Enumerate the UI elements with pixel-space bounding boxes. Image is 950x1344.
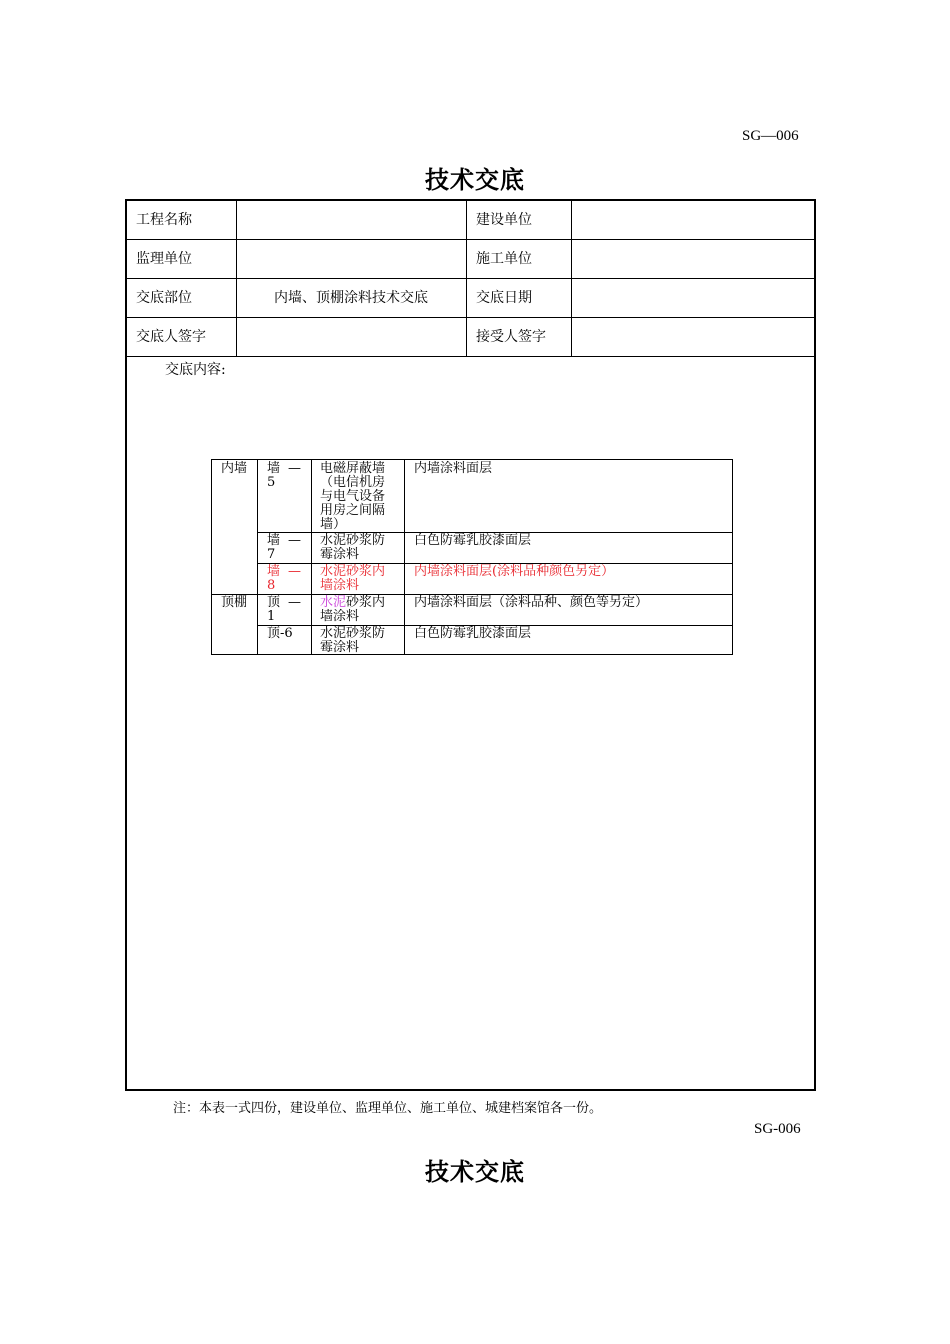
form-code-bottom: SG-006 bbox=[754, 1121, 801, 1137]
category-interior-wall: 内墙 bbox=[221, 461, 248, 476]
construction-unit-field[interactable] bbox=[577, 212, 807, 232]
page-title-bottom: 技术交底 bbox=[425, 1158, 525, 1186]
date-label: 交底日期 bbox=[476, 290, 532, 306]
row-divider bbox=[127, 317, 814, 318]
row-code-dash: — bbox=[288, 461, 301, 476]
row-finish: 内墙涂料面层（涂料品种、颜色等另定） bbox=[414, 595, 649, 610]
contractor-field[interactable] bbox=[577, 251, 807, 271]
project-name-label: 工程名称 bbox=[136, 212, 192, 228]
form-code: SG—006 bbox=[742, 128, 799, 144]
row-code-dash: — bbox=[288, 533, 301, 548]
row-finish: 白色防霉乳胶漆面层 bbox=[414, 626, 532, 641]
row-code-number: 8 bbox=[267, 578, 276, 593]
row-divider bbox=[127, 239, 814, 240]
row-material: 电磁屏蔽墙 （电信机房 与电气设备 用房之间隔 墙） bbox=[320, 461, 386, 532]
row-code: 顶-6 bbox=[267, 626, 293, 641]
discloser-sign-label: 交底人签字 bbox=[136, 329, 206, 345]
highlighted-text: 水泥 bbox=[320, 595, 347, 610]
row-material: 水泥砂浆防 霉涂料 bbox=[320, 626, 386, 655]
col-divider bbox=[466, 201, 467, 356]
location-field[interactable]: 内墙、顶棚涂料技术交底 bbox=[274, 290, 428, 306]
row-material: 水泥砂浆防 霉涂料 bbox=[320, 533, 386, 562]
row-finish: 内墙涂料面层(涂料品种颜色另定） bbox=[414, 564, 615, 579]
row-code-dash: — bbox=[288, 564, 301, 579]
row-finish: 白色防霉乳胶漆面层 bbox=[414, 533, 532, 548]
row-finish: 内墙涂料面层 bbox=[414, 461, 493, 476]
row-divider bbox=[127, 356, 814, 357]
row-code-number: 7 bbox=[267, 547, 276, 562]
col-divider bbox=[571, 201, 572, 356]
col-divider bbox=[236, 201, 237, 356]
row-code: 墙 bbox=[267, 461, 281, 476]
contractor-label: 施工单位 bbox=[476, 251, 532, 267]
discloser-sign-field[interactable] bbox=[242, 329, 460, 349]
disclosure-form bbox=[125, 199, 816, 1091]
row-material: 水泥砂浆内 墙涂料 bbox=[320, 564, 386, 593]
page-title: 技术交底 bbox=[425, 166, 525, 194]
receiver-sign-label: 接受人签字 bbox=[476, 329, 546, 345]
category-ceiling: 顶棚 bbox=[221, 595, 248, 610]
content-table bbox=[211, 459, 733, 655]
receiver-sign-field[interactable] bbox=[577, 329, 807, 349]
construction-unit-label: 建设单位 bbox=[476, 212, 532, 228]
row-material: 水泥砂浆内 墙涂料 bbox=[320, 595, 386, 624]
row-code-number: 1 bbox=[267, 609, 276, 624]
row-code-number: 5 bbox=[267, 475, 276, 490]
footnote: 注：本表一式四份，建设单位、监理单位、施工单位、城建档案馆各一份。 bbox=[173, 1101, 603, 1116]
row-code-dash: — bbox=[288, 595, 301, 610]
supervision-unit-label: 监理单位 bbox=[136, 251, 192, 267]
row-code: 墙 bbox=[267, 564, 281, 579]
supervision-unit-field[interactable] bbox=[242, 251, 460, 271]
date-field[interactable] bbox=[577, 290, 807, 310]
row-code: 墙 bbox=[267, 533, 281, 548]
content-label: 交底内容: bbox=[165, 362, 226, 378]
project-name-field[interactable] bbox=[242, 212, 460, 232]
row-divider bbox=[127, 278, 814, 279]
row-code: 顶 bbox=[267, 595, 281, 610]
location-label: 交底部位 bbox=[136, 290, 192, 306]
